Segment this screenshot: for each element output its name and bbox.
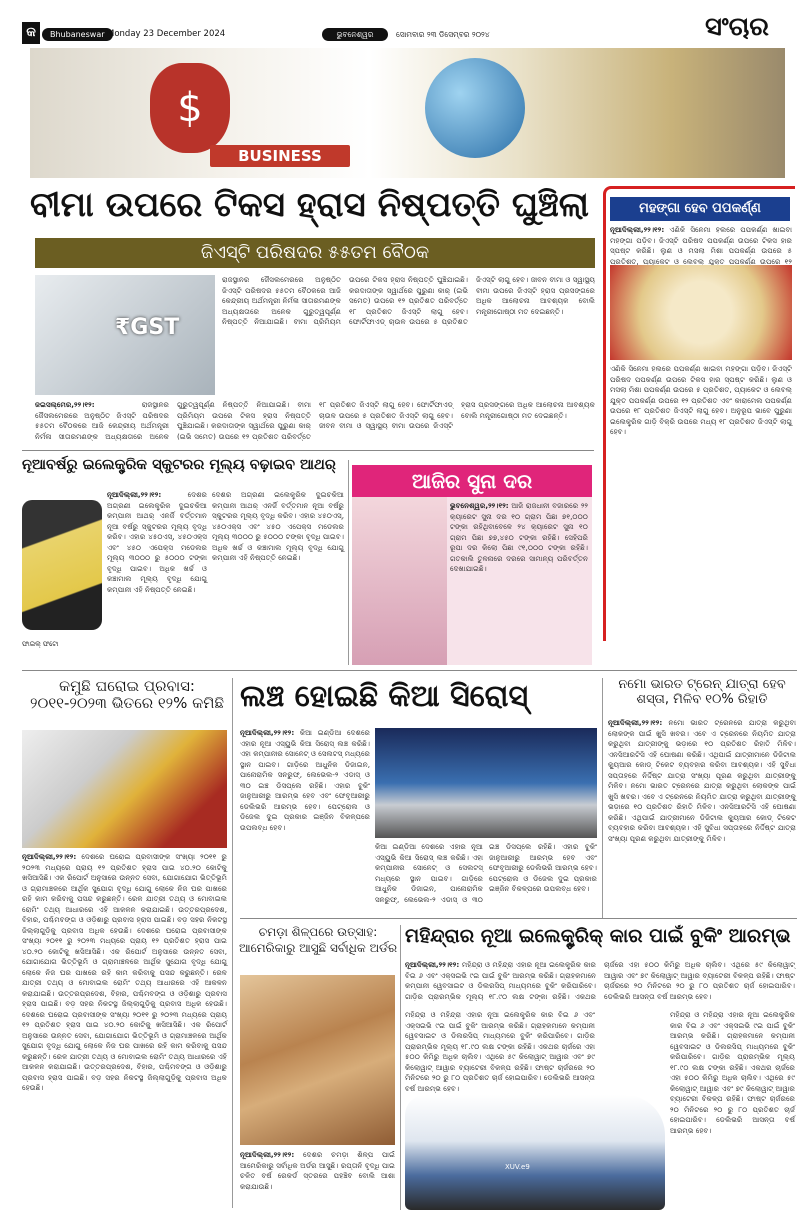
gold-headline: ଆଜିର ସୁନା ଦର — [352, 465, 592, 497]
kia-headline: ଲଞ୍ଚ ହୋଇଛି କିଆ ସିରୋସ୍ — [240, 679, 529, 714]
popcorn-photo — [610, 265, 792, 360]
scooter-text: ଦେଶର ଅଗ୍ରଣୀ ଇଲେକ୍ଟ୍ରିକ ଦୁଇଚକିଆ କମ୍ପାନୀ ଆଥର୍ ଏନର୍ଜି ବର୍ତ୍ତମାନ ନୂଆ ବର୍ଷରୁ ସ୍କୁଟରର ମୂଲ୍ୟ ବୃଦ୍ଧି କରିବ। ଏହାର ୪୫୦ଏସ୍, ୪୫୦ଏକ୍ସ ଏବଂ ୪୫୦ ଏପେକ୍ସ ମଡେଲର ମୂଲ୍ୟ ୩୦୦୦ ରୁ ୫୦୦୦ ଟଙ୍କା ବୃଦ୍ଧି ପାଇବ। ଅଧିକ ଖର୍ଚ୍ଚ ଓ କଞ୍ଚାମାଲ ମୂଲ୍ୟ ବୃଦ୍ଧି ଯୋଗୁ କମ୍ପାନୀ ଏହି ନିଷ୍ପତ୍ତି ନେଇଛି। — [107, 490, 207, 594]
divider — [240, 918, 797, 919]
city-pill: Bhubaneswar — [42, 28, 113, 41]
migration-dateline: ନୂଆଦିଲ୍ଲୀ,୨୨।୧୨: — [22, 852, 77, 861]
namo-text: ନମୋ ଭାରତ ଟ୍ରେନରେ ଯାତ୍ରା କରୁଥିବା ଲୋକଙ୍କ ପାଇଁ ଖୁସି ଖବର। ଏବେ ଏ ଟ୍ରେନରେ ନିୟମିତ ଯାତ୍ରା କରୁଥିବା ଯାତ୍ରୀଙ୍କୁ ଭଡ଼ାରେ ୧୦ ପ୍ରତିଶତ ରିହାତି ମିଳିବ। ଏନସିଆରଟିସି ଏହି ଘୋଷଣା କରିଛି। ଏଥିପାଇଁ ଯାତ୍ରୀମାନେ ଡିଜିଟାଲ କ୍ୟୁଆର କୋଡ୍ ଟିକେଟ ବ୍ୟବହାର କରିବା ଆବଶ୍ୟକ। ଏହି ସୁବିଧା ସପ୍ତାହରେ ନିର୍ଦ୍ଦିଷ୍ଟ ଯାତ୍ରା ସଂଖ୍ୟା ପୂରଣ କରୁଥିବା ଯାତ୍ରୀଙ୍କୁ ମିଳିବ। — [608, 718, 796, 790]
popcorn-headline: ମହଙ୍ଗା ହେବ ପପକର୍ଣ୍ଣ — [610, 197, 790, 221]
mahindra-car-photo — [405, 1095, 665, 1210]
date-odia: ସୋମବାର ୨୩ ଡିସେମ୍ବର ୨୦୨୪ — [396, 30, 490, 39]
gold-text: ଆଜି ରାଜଧାନୀ ବଜାରରେ ୨୨ କ୍ୟାରେଟ ସୁନା ଦର ୧୦ ଗ୍ରାମ ପିଛା ୭୧,୦୦୦ ଟଙ୍କା ରହିଥିବାବେଳେ ୨୪ କ୍ୟାରେଟ ସୁନା ୧୦ ଗ୍ରାମ ପିଛା ୭୭,୪୫୦ ଟଙ୍କା ରହିଛି। ସେହିପରି ରୂପା ଦର କିଲୋ ପିଛା ୯୧,୦୦୦ ଟଙ୍କା ରହିଛି। ଗତକାଲି ତୁଳନାରେ ଦରରେ ସାମାନ୍ୟ ପରିବର୍ତ୍ତନ ଦେଖାଯାଇଛି। — [450, 501, 588, 573]
namo-headline: ନମୋ ଭାରତ ଟ୍ରେନ୍ ଯାତ୍ରା ହେବ ଶସ୍ତା, ମିଳିବ ୧୦% ରିହାତି — [618, 677, 786, 707]
business-banner — [30, 48, 785, 178]
lead-text: ରାଜସ୍ଥାନର ଜୈସଲମେରରେ ଅନୁଷ୍ଠିତ ଜିଏସ୍‌ଟି ପରିଷଦର ୫୫ତମ ବୈଠକରେ ଆଜି କେନ୍ଦ୍ରୀୟ ଅର୍ଥମନ୍ତ୍ରୀ ନିର୍ମଳା ସୀତାରମଣଙ୍କ ଅଧ୍ୟକ୍ଷତାରେ ଅନେକ ଗୁରୁତ୍ୱପୂର୍ଣ୍ଣ ନିଷ୍ପତ୍ତି ନିଆଯାଇଛି। ବୀମା ପ୍ରିମିୟମ ଉପରେ ଟିକସ ହ୍ରାସ ନିଷ୍ପତ୍ତି ଘୁଞ୍ଚିଯାଇଛି। କରଦାତାଙ୍କ ସ୍ୱାର୍ଥରେ ପୁରୁଣା କାର୍ (ଇଭି ସମେତ) ଉପରେ ୧୨ ପ୍ରତିଶତ ପରିବର୍ତ୍ତେ ୧୮ ପ୍ରତିଶତ ଜିଏସ୍‌ଟି ଲାଗୁ ହେବ। ଫୋର୍ଟିଫାଏଡ୍ ଚାଉଳ ଉପରେ ୫ ପ୍ରତିଶତ ଜିଏସ୍‌ଟି ଲାଗୁ ହେବ। ଜୀବନ ବୀମା ଓ ସ୍ୱାସ୍ଥ୍ୟ ବୀମା ଉପରେ ଜିଏସ୍‌ଟି ହ୍ରାସ ପ୍ରସଙ୍ଗରେ ଅଧିକ ଆଲୋଚନା ଆବଶ୍ୟକ ବୋଲି ମନ୍ତ୍ରୀଗୋଷ୍ଠୀ ମତ ଦେଇଛନ୍ତି। — [35, 400, 595, 441]
popcorn-box — [603, 186, 795, 641]
mahindra-text: ମହିନ୍ଦ୍ରା ଓ ମହିନ୍ଦ୍ରା ଏହାର ନୂଆ ଇଲେକ୍ଟ୍ରିକ କାର ବିଇ ୬ ଏବଂ ଏକ୍ସଇଭି ୯ଇ ପାଇଁ ବୁକିଂ ଆରମ୍ଭ କରିଛି। ଗ୍ରାହକମାନେ କମ୍ପାନୀ ୱେବସାଇଟ ଓ ଡିଲରସିପ୍ ମାଧ୍ୟମରେ ବୁକିଂ କରିପାରିବେ। ଗାଡ଼ିର ପ୍ରାରମ୍ଭିକ ମୂଲ୍ୟ ୧୮.୯୦ ଲକ୍ଷ ଟଙ୍କା ରହିଛି। ଏକଥର ଚାର୍ଜରେ ଏହା ୫୦୦ କିମିରୁ ଅଧିକ ଚାଲିବ। ଏଥିରେ ୫୯ କିଲୋୱାଟ୍ ଆୱାର ଏବଂ ୭୯ କିଲୋୱାଟ୍ ଆୱାର ବ୍ୟାଟେରୀ ବିକଳ୍ପ ରହିଛି। ଫାଷ୍ଟ ଚାର୍ଜରରେ ୨୦ ମିନିଟରେ ୨୦ ରୁ ୮୦ ପ୍ରତିଶତ ଚାର୍ଜ ହୋଇପାରିବ। ଡେଲିଭରି ଆସନ୍ତା ବର୍ଷ ଆରମ୍ଭ ହେବ। — [405, 960, 795, 1001]
popcorn-body: ଏଣିକି ସିନେମା ହଲରେ ପପକର୍ଣ୍ଣ ଖାଇବା ମହଙ୍ଗା ପଡ଼ିବ। ଜିଏସ୍‌ଟି ପରିଷଦ ପପକର୍ଣ୍ଣ ଉପରେ ଟିକସ ହାର ସ୍ପଷ୍ଟ କରିଛି। ଲୁଣ ଓ ମସଲା ମିଶା ପପକର୍ଣ୍ଣ ଉପରେ ୫ ପ୍ରତିଶତ, ପ୍ୟାକେଟ ଓ ଲେବଲ୍ ଯୁକ୍ତ ପପକର୍ଣ୍ଣ ଉପରେ ୧୨ ପ୍ରତିଶତ ଏବଂ କାରାମେଲ ପପକର୍ଣ୍ଣ ଉପରେ ୧୮ ପ୍ରତିଶତ ଜିଏସ୍‌ଟି ଲାଗୁ ହେବ। ଅନୁରୂପ ଭାବେ ପୁରୁଣା ଇଲେକ୍ଟ୍ରିକ ଗାଡ଼ି ବିକ୍ରି ଉପରେ ମଧ୍ୟ ୧୮ ପ୍ରତିଶତ ଜିଏସ୍‌ଟି ଲାଗୁ ହେବ। — [610, 364, 792, 436]
scooter-caption: ଫାଇଲ୍ ଫଟୋ — [22, 640, 59, 648]
kia-body-right: କିଆ ଇଣ୍ଡିଆ ଦେଶରେ ଏହାର ନୂଆ ଏସ୍‌ୟୁଭି କିଆ ସିରୋସ୍ ଲଞ୍ଚ କରିଛି। ଏହା କମ୍ପାନୀର ସୋନେଟ୍ ଓ ସେଲଟସ୍ ମଧ୍ୟରେ ସ୍ଥାନ ପାଇବ। ଗାଡ଼ିରେ ଆଧୁନିକ ଡିଜାଇନ, ପାନୋରାମିକ ସନରୁଫ୍, ଲେଭେଲ-୨ ଏଡାସ୍ ଓ ୩୦ ଇଞ୍ଚ ଡିସପ୍ଲେ ରହିଛି। ଏହାର ବୁକିଂ ଜାନୁଆରୀରୁ ଆରମ୍ଭ ହେବ ଏବଂ ଫେବୃଆରୀରୁ ଡେଲିଭରି ଆରମ୍ଭ ହେବ। ପେଟ୍ରୋଲ ଓ ଡିଜେଲ ଦୁଇ ପ୍ରକାର ଇଞ୍ଜିନ ବିକଳ୍ପରେ ଉପଲବ୍ଧ ହେବ। — [375, 842, 597, 904]
city-pill-odia: ଭୁବନେଶ୍ୱର — [322, 28, 388, 41]
leather-body — [240, 1150, 395, 1212]
lead-dateline: ଜଇସଲ୍ମେର,୨୨।୧୨: — [35, 400, 95, 409]
divider — [22, 450, 594, 451]
lead-body-upper: ରାଜସ୍ଥାନର ଜୈସଲମେରରେ ଅନୁଷ୍ଠିତ ଜିଏସ୍‌ଟି ପରିଷଦର ୫୫ତମ ବୈଠକରେ ଆଜି କେନ୍ଦ୍ରୀୟ ଅର୍ଥମନ୍ତ୍ରୀ ନିର୍ମଳା ସୀତାରମଣଙ୍କ ଅଧ୍ୟକ୍ଷତାରେ ଅନେକ ଗୁରୁତ୍ୱପୂର୍ଣ୍ଣ ନିଷ୍ପତ୍ତି ନିଆଯାଇଛି। ବୀମା ପ୍ରିମିୟମ ଉପରେ ଟିକସ ହ୍ରାସ ନିଷ୍ପତ୍ତି ଘୁଞ୍ଚିଯାଇଛି। କରଦାତାଙ୍କ ସ୍ୱାର୍ଥରେ ପୁରୁଣା କାର୍ (ଇଭି ସମେତ) ଉପରେ ୧୨ ପ୍ରତିଶତ ପରିବର୍ତ୍ତେ ୧୮ ପ୍ରତିଶତ ଜିଏସ୍‌ଟି ଲାଗୁ ହେବ। ଫୋର୍ଟିଫାଏଡ୍ ଚାଉଳ ଉପରେ ୫ ପ୍ରତିଶତ ଜିଏସ୍‌ଟି ଲାଗୁ ହେବ। ଜୀବନ ବୀମା ଓ ସ୍ୱାସ୍ଥ୍ୟ ବୀମା ଉପରେ ଜିଏସ୍‌ଟି ହ୍ରାସ ପ୍ରସଙ୍ଗରେ ଅଧିକ ଆଲୋଚନା ଆବଶ୍ୟକ ବୋଲି ମନ୍ତ୍ରୀଗୋଷ୍ଠୀ ମତ ଦେଇଛନ୍ତି। — [222, 275, 595, 326]
gst-label: ₹GST — [115, 315, 180, 340]
money-bag-icon: $ — [150, 63, 230, 153]
migrant-photo — [22, 730, 227, 848]
migration-headline: କମୁଛି ଘରୋଇ ପ୍ରବାସ: ୨୦୧୧-୨୦୨୩ ଭିତରେ ୧୨% କମିଛି — [29, 677, 224, 713]
scooter-photo — [22, 500, 102, 630]
mahindra-headline: ମହିନ୍ଦ୍ରାର ନୂଆ ଇଲେକ୍ଟ୍ରିକ୍ କାର ପାଇଁ ବୁକିଂ ଆରମ୍ଭ — [405, 925, 791, 947]
leather-text: ଦେଶର ଚମଡ଼ା ଶିଳ୍ପ ପାଇଁ ଆମେରିକାରୁ ସର୍ବାଧିକ ଅର୍ଡର ଆସୁଛି। ରପ୍ତାନି ବୃଦ୍ଧି ପାଇ ଚଳିତ ବର୍ଷ ରେକର୍ଡ ସ୍ତରରେ ପହଞ୍ଚିବ ବୋଲି ଆଶା କରାଯାଉଛି। — [240, 1150, 395, 1191]
scooter-headline: ନୂଆବର୍ଷରୁ ଇଲେକ୍ଟ୍ରିକ ସ୍କୁଟରର ମୂଲ୍ୟ ବଢ଼ାଇବ ଆଥର୍ — [22, 457, 336, 473]
scooter-dateline: ନୂଆଦିଲ୍ଲୀ,୨୨।୧୨: — [107, 490, 162, 499]
kia-car-photo — [375, 728, 597, 838]
kia-text: କିଆ ଇଣ୍ଡିଆ ଦେଶରେ ଏହାର ନୂଆ ଏସ୍‌ୟୁଭି କିଆ ସିରୋସ୍ ଲଞ୍ଚ କରିଛି। ଏହା କମ୍ପାନୀର ସୋନେଟ୍ ଓ ସେଲଟସ୍ ମଧ୍ୟରେ ସ୍ଥାନ ପାଇବ। ଗାଡ଼ିରେ ଆଧୁନିକ ଡିଜାଇନ, ପାନୋରାମିକ ସନରୁଫ୍, ଲେଭେଲ-୨ ଏଡାସ୍ ଓ ୩୦ ଇଞ୍ଚ ଡିସପ୍ଲେ ରହିଛି। ଏହାର ବୁକିଂ ଜାନୁଆରୀରୁ ଆରମ୍ଭ ହେବ ଏବଂ ଫେବୃଆରୀରୁ ଡେଲିଭରି ଆରମ୍ଭ ହେବ। ପେଟ୍ରୋଲ ଓ ଡିଜେଲ ଦୁଇ ପ୍ରକାର ଇଞ୍ଜିନ ବିକଳ୍ପରେ ଉପଲବ୍ଧ ହେବ। — [240, 728, 370, 832]
mahindra-body-left: ମହିନ୍ଦ୍ରା ଓ ମହିନ୍ଦ୍ରା ଏହାର ନୂଆ ଇଲେକ୍ଟ୍ରିକ କାର ବିଇ ୬ ଏବଂ ଏକ୍ସଇଭି ୯ଇ ପାଇଁ ବୁକିଂ ଆରମ୍ଭ କରିଛି। ଗ୍ରାହକମାନେ କମ୍ପାନୀ ୱେବସାଇଟ ଓ ଡିଲରସିପ୍ ମାଧ୍ୟମରେ ବୁକିଂ କରିପାରିବେ। ଗାଡ଼ିର ପ୍ରାରମ୍ଭିକ ମୂଲ୍ୟ ୧୮.୯୦ ଲକ୍ଷ ଟଙ୍କା ରହିଛି। ଏକଥର ଚାର୍ଜରେ ଏହା ୫୦୦ କିମିରୁ ଅଧିକ ଚାଲିବ। ଏଥିରେ ୫୯ କିଲୋୱାଟ୍ ଆୱାର ଏବଂ ୭୯ କିଲୋୱାଟ୍ ଆୱାର ବ୍ୟାଟେରୀ ବିକଳ୍ପ ରହିଛି। ଫାଷ୍ଟ ଚାର୍ଜରରେ ୨୦ ମିନିଟରେ ୨୦ ରୁ ୮୦ ପ୍ରତିଶତ ଚାର୍ଜ ହୋଇପାରିବ। ଡେଲିଭରି ଆସନ୍ତା ବର୍ଷ ଆରମ୍ଭ ହେବ। — [405, 1010, 595, 1093]
business-ribbon: BUSINESS — [210, 145, 350, 167]
kia-dateline: ନୂଆଦିଲ୍ଲୀ,୨୨।୧୨: — [240, 728, 295, 737]
gold-body — [450, 501, 588, 661]
divider — [232, 678, 233, 1208]
masthead — [22, 14, 782, 46]
divider — [400, 925, 401, 1210]
namo-dateline: ନୂଆଦିଲ୍ଲୀ,୨୨।୧୨: — [608, 718, 663, 727]
mahindra-body-right: ମହିନ୍ଦ୍ରା ଓ ମହିନ୍ଦ୍ରା ଏହାର ନୂଆ ଇଲେକ୍ଟ୍ରିକ କାର ବିଇ ୬ ଏବଂ ଏକ୍ସଇଭି ୯ଇ ପାଇଁ ବୁକିଂ ଆରମ୍ଭ କରିଛି। ଗ୍ରାହକମାନେ କମ୍ପାନୀ ୱେବସାଇଟ ଓ ଡିଲରସିପ୍ ମାଧ୍ୟମରେ ବୁକିଂ କରିପାରିବେ। ଗାଡ଼ିର ପ୍ରାରମ୍ଭିକ ମୂଲ୍ୟ ୧୮.୯୦ ଲକ୍ଷ ଟଙ୍କା ରହିଛି। ଏକଥର ଚାର୍ଜରେ ଏହା ୫୦୦ କିମିରୁ ଅଧିକ ଚାଲିବ। ଏଥିରେ ୫୯ କିଲୋୱାଟ୍ ଆୱାର ଏବଂ ୭୯ କିଲୋୱାଟ୍ ଆୱାର ବ୍ୟାଟେରୀ ବିକଳ୍ପ ରହିଛି। ଫାଷ୍ଟ ଚାର୍ଜରରେ ୨୦ ମିନିଟରେ ୨୦ ରୁ ୮୦ ପ୍ରତିଶତ ଚାର୍ଜ ହୋଇପାରିବ। ଡେଲିଭରି ଆସନ୍ତା ବର୍ଷ ଆରମ୍ଭ ହେବ। — [670, 1010, 795, 1135]
namo-body: ନୂଆଦିଲ୍ଲୀ,୨୨।୧୨: ନମୋ ଭାରତ ଟ୍ରେନରେ ଯାତ୍ରା କରୁଥିବା ଲୋକଙ୍କ ପାଇଁ ଖୁସି ଖବର। ଏବେ ଏ ଟ୍ରେନରେ ନିୟମିତ ଯାତ୍ରା କରୁଥିବା ଯାତ୍ରୀଙ୍କୁ ଭଡ଼ାରେ ୧୦ ପ୍ରତିଶତ ରିହାତି ମିଳିବ। ଏନସିଆରଟିସି ଏହି ଘୋଷଣା କରିଛି। ଏଥିପାଇଁ ଯାତ୍ରୀମାନେ ଡିଜିଟାଲ କ୍ୟୁଆର କୋଡ୍ ଟିକେଟ ବ୍ୟବହାର କରିବା ଆବଶ୍ୟକ। ଏହି ସୁବିଧା ସପ୍ତାହରେ ନିର୍ଦ୍ଦିଷ୍ଟ ଯାତ୍ରା ସଂଖ୍ୟା ପୂରଣ କରୁଥିବା ଯାତ୍ରୀଙ୍କୁ ମିଳିବ। ନମୋ ଭାରତ ଟ୍ରେନରେ ଯାତ୍ରା କରୁଥିବା ଲୋକଙ୍କ ପାଇଁ ଖୁସି ଖବର। ଏବେ ଏ ଟ୍ରେନରେ ନିୟମିତ ଯାତ୍ରା କରୁଥିବା ଯାତ୍ରୀଙ୍କୁ ଭଡ଼ାରେ ୧୦ ପ୍ରତିଶତ ରିହାତି ମିଳିବ। ଏନସିଆରଟିସି ଏହି ଘୋଷଣା କରିଛି। ଏଥିପାଇଁ ଯାତ୍ରୀମାନେ ଡିଜିଟାଲ କ୍ୟୁଆର କୋଡ୍ ଟିକେଟ ବ୍ୟବହାର କରିବା ଆବଶ୍ୟକ। ଏହି ସୁବିଧା ସପ୍ତାହରେ ନିର୍ଦ୍ଦିଷ୍ଟ ଯାତ୍ରା ସଂଖ୍ୟା ପୂରଣ କରୁଥିବା ଯାତ୍ରୀଙ୍କୁ ମିଳିବ। — [608, 718, 796, 843]
popcorn-dateline: ନୂଆଦିଲ୍ଲୀ,୨୨।୧୨: — [610, 225, 665, 234]
sanchar-logo: ସଂଚାର — [704, 12, 770, 42]
divider — [602, 678, 603, 918]
leather-dateline: ନୂଆଦିଲ୍ଲୀ,୨୨।୧୨: — [240, 1150, 295, 1159]
scooter-body-right: ଦେଶର ଅଗ୍ରଣୀ ଇଲେକ୍ଟ୍ରିକ ଦୁଇଚକିଆ କମ୍ପାନୀ ଆଥର୍ ଏନର୍ଜି ବର୍ତ୍ତମାନ ନୂଆ ବର୍ଷରୁ ସ୍କୁଟରର ମୂଲ୍ୟ ବୃଦ୍ଧି କରିବ। ଏହାର ୪୫୦ଏସ୍, ୪୫୦ଏକ୍ସ ଏବଂ ୪୫୦ ଏପେକ୍ସ ମଡେଲର ମୂଲ୍ୟ ୩୦୦୦ ରୁ ୫୦୦୦ ଟଙ୍କା ବୃଦ୍ଧି ପାଇବ। ଅଧିକ ଖର୍ଚ୍ଚ ଓ କଞ୍ଚାମାଲ ମୂଲ୍ୟ ବୃଦ୍ଧି ଯୋଗୁ କମ୍ପାନୀ ଏହି ନିଷ୍ପତ୍ତି ନେଇଛି। — [212, 490, 344, 562]
mahindra-body-top — [405, 960, 795, 1010]
lead-body — [35, 400, 595, 444]
divider — [22, 670, 797, 671]
leather-photo — [240, 975, 395, 1145]
page-letter-badge: କ — [22, 22, 40, 44]
leather-headline: ଚମଡ଼ା ଶିଳ୍ପରେ ଉତ୍ସାହ: ଆମେରିକାରୁ ଆସୁଛି ସର୍ବାଧିକ ଅର୍ଡର — [238, 925, 398, 955]
date-english: Monday 23 December 2024 — [107, 29, 226, 39]
divider — [348, 460, 349, 665]
globe-icon — [425, 58, 525, 158]
model-photo — [352, 497, 447, 665]
gold-dateline: ଭୁବନେଶ୍ୱର,୨୨।୧୨: — [450, 501, 509, 510]
mahindra-dateline: ନୂଆଦିଲ୍ଲୀ,୨୨।୧୨: — [405, 960, 460, 969]
migration-body: ନୂଆଦିଲ୍ଲୀ,୨୨।୧୨: ଦେଶରେ ଘରୋଇ ପ୍ରବାସୀଙ୍କ ସଂଖ୍ୟା ୨୦୧୧ ରୁ ୨୦୨୩ ମଧ୍ୟରେ ପ୍ରାୟ ୧୨ ପ୍ରତିଶତ ହ୍ରାସ ପାଇ ୪୦.୨୦ କୋଟିକୁ ଖସିଆସିଛି। ଏକ ରିପୋର୍ଟ ଅନୁସାରେ ଉନ୍ନତ ସେବା, ଯୋଗାଯୋଗ ଭିତ୍ତିଭୂମି ଓ ଗ୍ରାମାଞ୍ଚଳରେ ଆର୍ଥିକ ସୁଯୋଗ ବୃଦ୍ଧି ଯୋଗୁ ଲୋକେ ନିଜ ଘର ପାଖରେ ରହି କାମ କରିବାକୁ ପସନ୍ଦ କରୁଛନ୍ତି। ରେଳ ଯାତ୍ରୀ ତଥ୍ୟ ଓ ମୋବାଇଲ ରୋମିଂ ତଥ୍ୟ ଆଧାରରେ ଏହି ଆକଳନ କରାଯାଇଛି। ଉତ୍ତରପ୍ରଦେଶ, ବିହାର, ପଶ୍ଚିମବଙ୍ଗ ଓ ଓଡ଼ିଶାରୁ ପ୍ରବାସ ହ୍ରାସ ପାଇଛି। ବଡ଼ ସହର ନିକଟସ୍ଥ ଜିଲ୍ଲାଗୁଡ଼ିକୁ ପ୍ରବାସ ଅଧିକ ହେଉଛି। ଦେଶରେ ଘରୋଇ ପ୍ରବାସୀଙ୍କ ସଂଖ୍ୟା ୨୦୧୧ ରୁ ୨୦୨୩ ମଧ୍ୟରେ ପ୍ରାୟ ୧୨ ପ୍ରତିଶତ ହ୍ରାସ ପାଇ ୪୦.୨୦ କୋଟିକୁ ଖସିଆସିଛି। ଏକ ରିପୋର୍ଟ ଅନୁସାରେ ଉନ୍ନତ ସେବା, ଯୋଗାଯୋଗ ଭିତ୍ତିଭୂମି ଓ ଗ୍ରାମାଞ୍ଚଳରେ ଆର୍ଥିକ ସୁଯୋଗ ବୃଦ୍ଧି ଯୋଗୁ ଲୋକେ ନିଜ ଘର ପାଖରେ ରହି କାମ କରିବାକୁ ପସନ୍ଦ କରୁଛନ୍ତି। ରେଳ ଯାତ୍ରୀ ତଥ୍ୟ ଓ ମୋବାଇଲ ରୋମିଂ ତଥ୍ୟ ଆଧାରରେ ଏହି ଆକଳନ କରାଯାଇଛି। ଉତ୍ତରପ୍ରଦେଶ, ବିହାର, ପଶ୍ଚିମବଙ୍ଗ ଓ ଓଡ଼ିଶାରୁ ପ୍ରବାସ ହ୍ରାସ ପାଇଛି। ବଡ଼ ସହର ନିକଟସ୍ଥ ଜିଲ୍ଲାଗୁଡ଼ିକୁ ପ୍ରବାସ ଅଧିକ ହେଉଛି। ଦେଶରେ ଘରୋଇ ପ୍ରବାସୀଙ୍କ ସଂଖ୍ୟା ୨୦୧୧ ରୁ ୨୦୨୩ ମଧ୍ୟରେ ପ୍ରାୟ ୧୨ ପ୍ରତିଶତ ହ୍ରାସ ପାଇ ୪୦.୨୦ କୋଟିକୁ ଖସିଆସିଛି। ଏକ ରିପୋର୍ଟ ଅନୁସାରେ ଉନ୍ନତ ସେବା, ଯୋଗାଯୋଗ ଭିତ୍ତିଭୂମି ଓ ଗ୍ରାମାଞ୍ଚଳରେ ଆର୍ଥିକ ସୁଯୋଗ ବୃଦ୍ଧି ଯୋଗୁ ଲୋକେ ନିଜ ଘର ପାଖରେ ରହି କାମ କରିବାକୁ ପସନ୍ଦ କରୁଛନ୍ତି। ରେଳ ଯାତ୍ରୀ ତଥ୍ୟ ଓ ମୋବାଇଲ ରୋମିଂ ତଥ୍ୟ ଆଧାରରେ ଏହି ଆକଳନ କରାଯାଇଛି। ଉତ୍ତରପ୍ରଦେଶ, ବିହାର, ପଶ୍ଚିମବଙ୍ଗ ଓ ଓଡ଼ିଶାରୁ ପ୍ରବାସ ହ୍ରାସ ପାଇଛି। ବଡ଼ ସହର ନିକଟସ୍ଥ ଜିଲ୍ଲାଗୁଡ଼ିକୁ ପ୍ରବାସ ଅଧିକ ହେଉଛି। — [22, 852, 227, 1092]
popcorn-body-top — [610, 225, 792, 266]
scooter-body-left — [107, 490, 207, 665]
kia-body-left — [240, 728, 370, 913]
gst-photo — [35, 275, 215, 395]
migration-text: ଦେଶରେ ଘରୋଇ ପ୍ରବାସୀଙ୍କ ସଂଖ୍ୟା ୨୦୧୧ ରୁ ୨୦୨୩ ମଧ୍ୟରେ ପ୍ରାୟ ୧୨ ପ୍ରତିଶତ ହ୍ରାସ ପାଇ ୪୦.୨୦ କୋଟିକୁ ଖସିଆସିଛି। ଏକ ରିପୋର୍ଟ ଅନୁସାରେ ଉନ୍ନତ ସେବା, ଯୋଗାଯୋଗ ଭିତ୍ତିଭୂମି ଓ ଗ୍ରାମାଞ୍ଚଳରେ ଆର୍ଥିକ ସୁଯୋଗ ବୃଦ୍ଧି ଯୋଗୁ ଲୋକେ ନିଜ ଘର ପାଖରେ ରହି କାମ କରିବାକୁ ପସନ୍ଦ କରୁଛନ୍ତି। ରେଳ ଯାତ୍ରୀ ତଥ୍ୟ ଓ ମୋବାଇଲ ରୋମିଂ ତଥ୍ୟ ଆଧାରରେ ଏହି ଆକଳନ କରାଯାଇଛି। ଉତ୍ତରପ୍ରଦେଶ, ବିହାର, ପଶ୍ଚିମବଙ୍ଗ ଓ ଓଡ଼ିଶାରୁ ପ୍ରବାସ ହ୍ରାସ ପାଇଛି। ବଡ଼ ସହର ନିକଟସ୍ଥ ଜିଲ୍ଲାଗୁଡ଼ିକୁ ପ୍ରବାସ ଅଧିକ ହେଉଛି। — [22, 852, 227, 935]
car-badge: XUV.e9 — [505, 1163, 530, 1171]
gold-box — [352, 465, 592, 665]
lead-headline: ବୀମା ଉପରେ ଟିକସ ହ୍ରାସ ନିଷ୍ପତ୍ତି ଘୁଞ୍ଚିଲା — [30, 185, 589, 225]
popcorn-text: ଏଣିକି ସିନେମା ହଲରେ ପପକର୍ଣ୍ଣ ଖାଇବା ମହଙ୍ଗା ପଡ଼ିବ। ଜିଏସ୍‌ଟି ପରିଷଦ ପପକର୍ଣ୍ଣ ଉପରେ ଟିକସ ହାର ସ୍ପଷ୍ଟ କରିଛି। ଲୁଣ ଓ ମସଲା ମିଶା ପପକର୍ଣ୍ଣ ଉପରେ ୫ ପ୍ରତିଶତ, ପ୍ୟାକେଟ ଓ ଲେବଲ୍ ଯୁକ୍ତ ପପକର୍ଣ୍ଣ ଉପରେ ୧୨ — [610, 225, 792, 266]
lead-subhead: ଜିଏସ୍‌ଟି ପରିଷଦର ୫୫ତମ ବୈଠକ — [35, 238, 595, 268]
